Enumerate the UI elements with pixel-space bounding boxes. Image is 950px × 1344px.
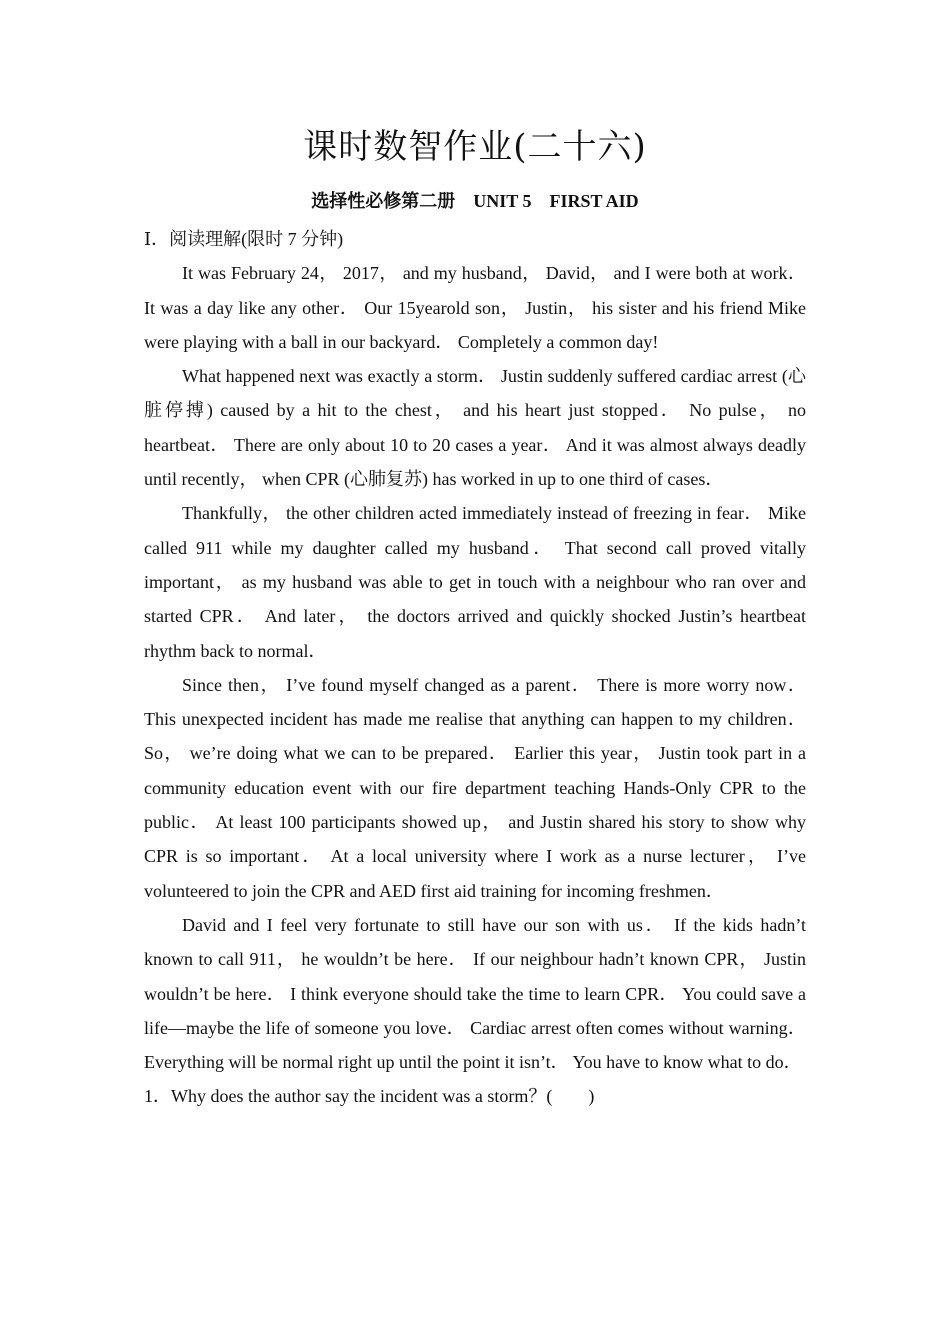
paragraph-1: It was February 24， 2017， and my husband， David， and I were both at work． It was a day like any other． Our 15yearold son， Justin， his sister and his friend Mike were playing with a ball in our backyard． Completely a common day! — [144, 263, 806, 352]
question-1: 1．Why does the author say the incident was a storm？( ) — [144, 1086, 595, 1107]
document-body — [144, 222, 806, 1114]
paragraph-2: What happened next was exactly a storm． Justin suddenly suffered cardiac arrest (心脏停搏) caused by a hit to the chest， and his heart just stopped． No pulse， no heartbeat． There are only about 10 to 20 cases a year． And it was almost always deadly until recently， when CPR (心肺复苏) has worked in up to one third of cases． — [144, 366, 806, 490]
page-subtitle: 选择性必修第二册 UNIT 5 FIRST AID — [311, 191, 639, 211]
page-title: 课时数智作业(二十六) — [303, 127, 647, 167]
section-heading: Ⅰ．阅读理解(限时 7 分钟) — [144, 229, 344, 249]
paragraph-3: Thankfully， the other children acted immediately instead of freezing in fear． Mike called 911 while my daughter called my husband． That second call proved vitally important， as my husband was able to get in touch with a neighbour who ran over and started CPR． And later， the doctors arrived and quickly shocked Justin’s heartbeat rhythm back to normal． — [144, 503, 806, 661]
paragraph-5: David and I feel very fortunate to still have our son with us． If the kids hadn’t known to call 911， he wouldn’t be here． If our neighbour hadn’t known CPR， Justin wouldn’t be here． I think everyone should take the time to learn CPR． You could save a life—maybe the life of someone you love． Cardiac arrest often comes without warning． Everything will be normal right up until the point it isn’t． You have to know what to do． — [144, 914, 806, 1073]
paragraph-4: Since then， I’ve found myself changed as a parent． There is more worry now． This unexpected incident has made me realise that anything can happen to my children． So， we’re doing what we can to be prepared． Earlier this year， Justin took part in a community education event with our fire department teaching Hands-Only CPR to the public． At least 100 participants showed up， and Justin shared his story to show why CPR is so important． At a local university where I work as a nurse lecturer， I’ve volunteered to join the CPR and AED first aid training for incoming freshmen． — [144, 674, 806, 901]
